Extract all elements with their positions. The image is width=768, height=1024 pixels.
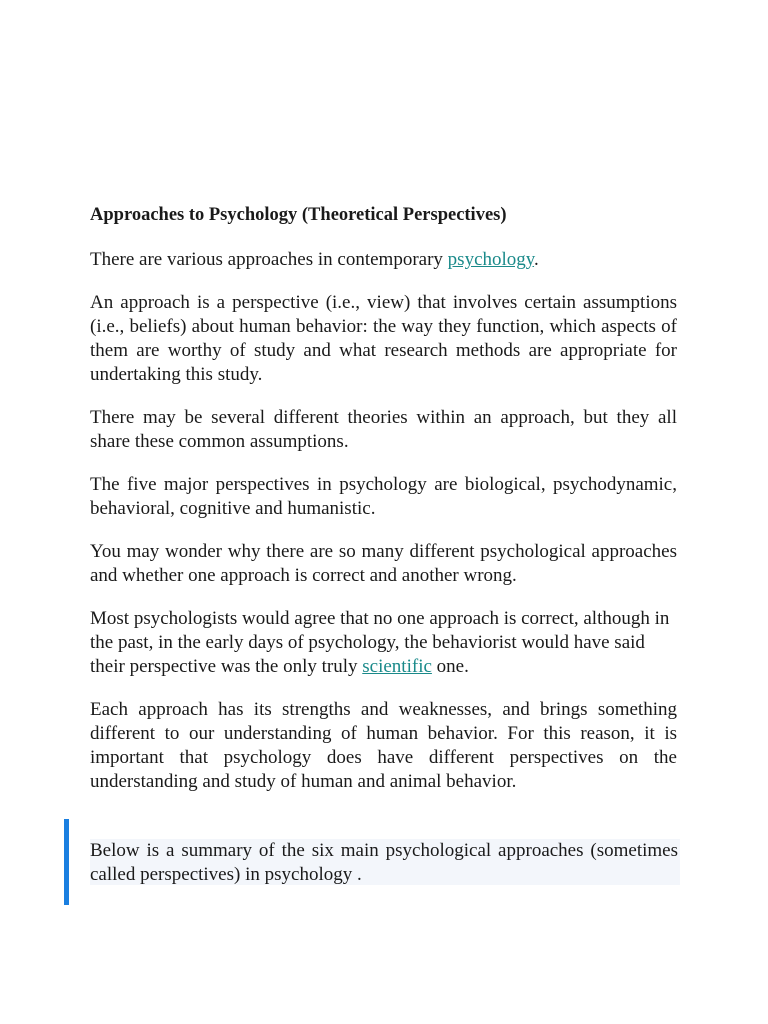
paragraph-no-correct-text: Most psychologists would agree that no one approach is correct, although in the past, in the early days of psychology, the behaviorist would have said their perspective was the only truly (90, 608, 670, 677)
paragraph-intro-text: There are various approaches in contemporary (90, 249, 448, 270)
summary-callout (64, 819, 680, 905)
page-title: Approaches to Psychology (Theoretical Perspectives) (90, 205, 507, 225)
paragraph-intro-end: . (534, 249, 539, 270)
paragraph-major-perspectives: The five major perspectives in psychology are biological, psychodynamic, behavioral, cognitive and humanistic. (90, 474, 677, 519)
paragraph-no-correct (90, 607, 677, 679)
scientific-link[interactable]: scientific (362, 656, 432, 677)
paragraph-theories: There may be several different theories within an approach, but they all share these common assumptions. (90, 407, 677, 452)
paragraph-why-many: You may wonder why there are so many different psychological approaches and whether one approach is correct and another wrong. (90, 541, 677, 586)
paragraph-strengths: Each approach has its strengths and weaknesses, and brings something different to our understanding of human behavior. For this reason, it is important that psychology does have different perspectives on the understanding and study of human and animal behavior. (90, 699, 677, 792)
paragraph-no-correct-end: one. (431, 656, 469, 677)
psychology-link[interactable]: psychology (447, 249, 535, 270)
callout-accent-bar (64, 819, 69, 905)
callout-text: Below is a summary of the six main psychological approaches (sometimes called perspectives) in psychology . (90, 840, 678, 885)
paragraph-approach-definition: An approach is a perspective (i.e., view) that involves certain assumptions (i.e., beliefs) about human behavior: the way they function, which aspects of them are worthy of study and what research methods are appropriate for undertaking this study. (90, 292, 677, 385)
document-body (90, 200, 677, 813)
paragraph-intro (90, 248, 677, 272)
